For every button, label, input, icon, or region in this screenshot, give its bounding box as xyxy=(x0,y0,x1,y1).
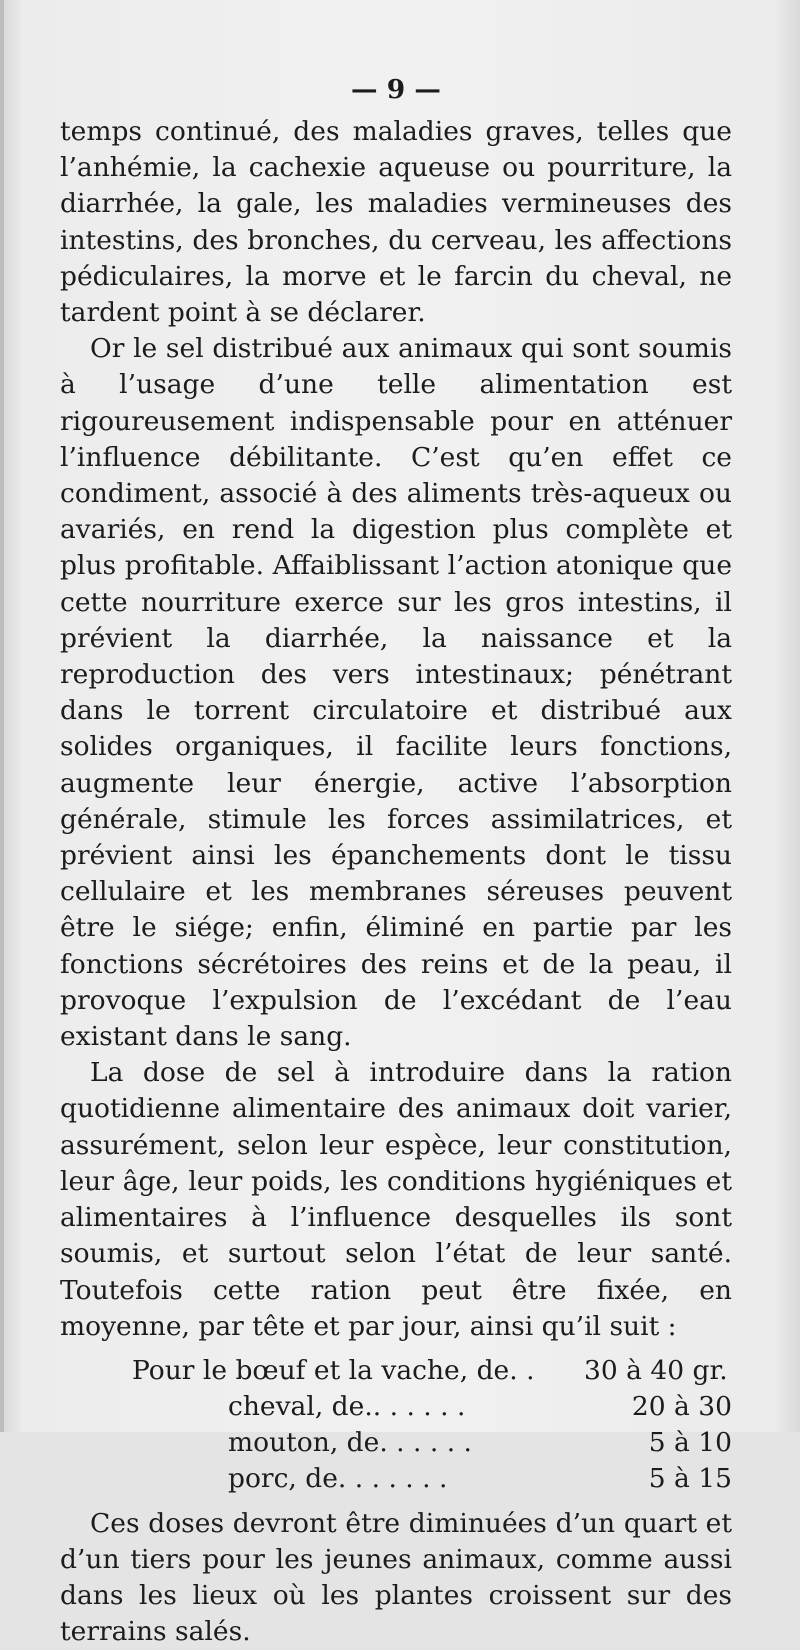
paragraph-salt-dose: La dose de sel à introduire dans la ration quotidienne alimentaire des animaux doit varier, assurément, selon leur espèce, leur constitution, leur âge, leur poids, les conditions hygiéniques et alimentaires à l’influence desquelles ils sont soumis, et surtout selon l’état de leur santé. Toutefois cette ration peut être fixée, en moyenne, par tête et par jour, ainsi qu’il suit : xyxy=(60,1057,732,1342)
dose-table xyxy=(60,1353,732,1498)
dose-animal-label: cheval, de.. . . . . . xyxy=(228,1391,466,1423)
dose-amount: 30 à 40 gr. xyxy=(584,1354,728,1386)
dose-row xyxy=(60,1389,732,1425)
dose-row xyxy=(60,1353,732,1389)
paragraph-continuation: temps continué, des maladies graves, telles que l’anhémie, la cachexie aqueuse ou pourriture, la diarrhée, la gale, les maladies vermineuses des intestins, des bronches, du cerveau, les affections pédiculaires, la morve et le farcin du cheval, ne tardent point à se déclarer. xyxy=(60,116,732,329)
paragraph-closing: Ces doses devront être diminuées d’un quart et d’un tiers pour les jeunes animaux, comme aussi dans les lieux où les plantes croissent sur des terrains salés. xyxy=(60,1507,732,1648)
dose-amount: 5 à 15 xyxy=(648,1463,732,1495)
dose-animal-label: Pour le bœuf et la vache, de. . xyxy=(132,1354,535,1386)
dose-animal-label: mouton, de. . . . . . xyxy=(228,1427,472,1459)
dose-row xyxy=(60,1425,732,1461)
paragraph-salt-benefits: Or le sel distribué aux animaux qui sont soumis à l’usage d’une telle alimentation est rigoureusement indispensable pour en atténuer l’influence débilitante. C’est qu’en effet ce condiment, associé à des aliments très-aqueux ou avariés, en rend la digestion plus complète et plus profitable. Affaiblissant l’action atonique que cette nourriture exerce sur les gros intestins, il prévient la diarrhée, la naissance et la reproduction des vers intestinaux; pénétrant dans le torrent circulatoire et distribué aux solides organiques, il facilite leurs fonctions, augmente leur énergie, active l’absorption générale, stimule les forces assimilatrices, et prévient ainsi les épanchements dont le tissu cellulaire et les membranes séreuses peuvent être le siége; enfin, éliminé en partie par les fonctions sécrétoires des reins et de la peau, il provoque l’expulsion de l’excédant de l’eau existant dans le sang. xyxy=(60,333,732,1053)
page-edge-shadow xyxy=(0,0,4,1432)
dose-amount: 20 à 30 xyxy=(631,1391,732,1423)
page-text-block xyxy=(60,72,732,1650)
dose-row xyxy=(60,1461,732,1497)
dose-animal-label: porc, de. . . . . . . xyxy=(228,1463,448,1495)
page-number: — 9 — xyxy=(351,74,441,105)
dose-amount: 5 à 10 xyxy=(648,1427,732,1459)
